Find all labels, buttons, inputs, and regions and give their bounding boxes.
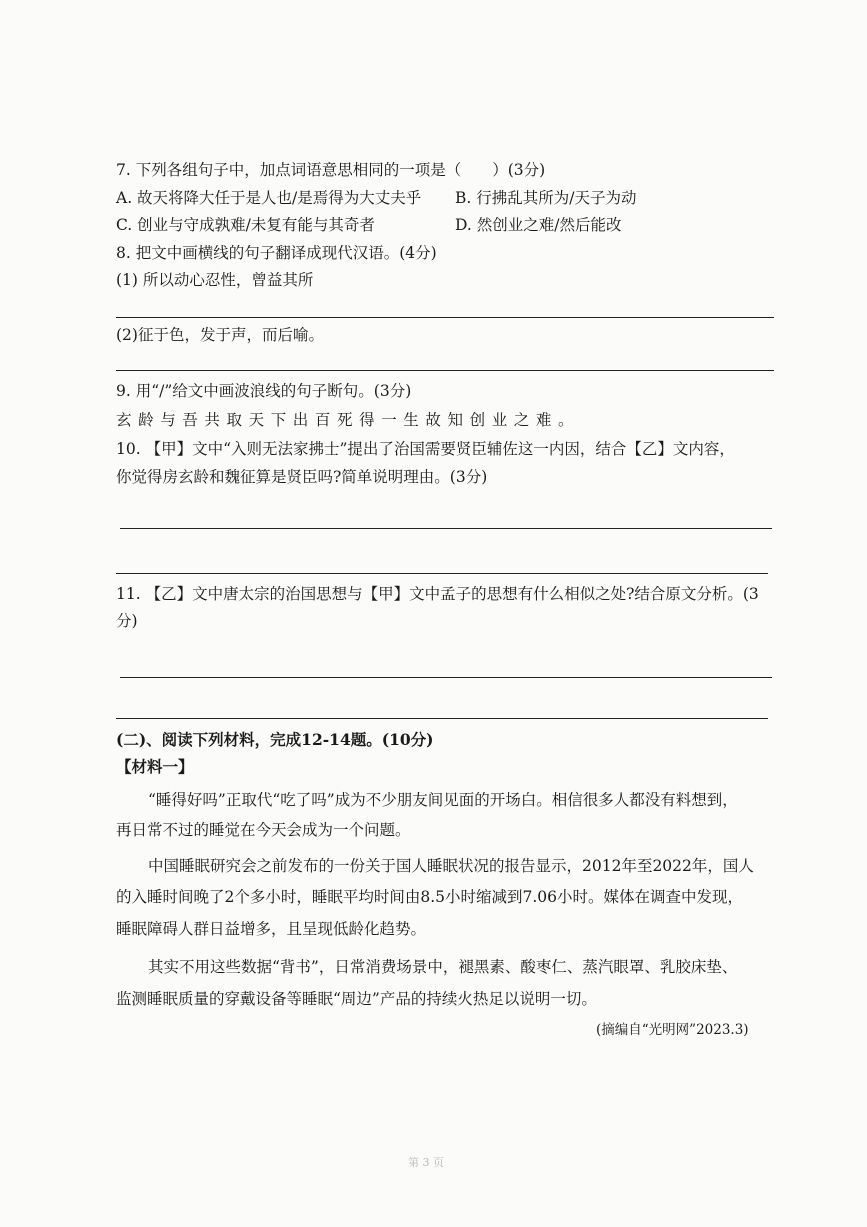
source-citation: (摘编自“光明网”2023.3) <box>596 1022 749 1038</box>
q8-stem: 8. 把文中画横线的句子翻译成现代汉语。(4分) <box>116 244 437 262</box>
material-paragraph-line: 监测睡眠质量的穿戴设备等睡眠“周边”产品的持续火热足以说明一切。 <box>116 990 597 1008</box>
material-paragraph-line: 中国睡眠研究会之前发布的一份关于国人睡眠状况的报告显示，2012年至2022年，国人 <box>148 857 754 875</box>
answer-line <box>116 317 774 318</box>
q10-line2: 你觉得房玄龄和魏征算是贤臣吗?简单说明理由。(3分) <box>116 468 488 486</box>
answer-line <box>116 718 768 719</box>
section-heading: (二)、阅读下列材料，完成12-14题。(10分) <box>116 730 434 749</box>
material-paragraph-line: 睡眠障碍人群日益增多，且呈现低龄化趋势。 <box>116 920 427 938</box>
q8-part1: (1) 所以动心忍性，曾益其所 <box>116 271 314 289</box>
q8-part2: (2)征于色，发于声，而后喻。 <box>116 326 324 344</box>
answer-line <box>116 370 774 371</box>
material-paragraph-line: “睡得好吗”正取代“吃了吗”成为不少朋友间见面的开场白。相信很多人都没有料想到， <box>148 791 738 809</box>
material-paragraph-line: 的入睡时间晚了2个多小时，睡眠平均时间由8.5小时缩减到7.06小时。媒体在调查中发现， <box>116 888 744 906</box>
q9-stem: 9. 用“/”给文中画波浪线的句子断句。(3分) <box>116 382 412 400</box>
q10-line1: 10. 【甲】文中“入则无法家拂士”提出了治国需要贤臣辅佐这一内因，结合【乙】文内容， <box>116 440 735 458</box>
q7-option-d: D. 然创业之难/然后能改 <box>455 216 622 234</box>
q7-option-a: A. 故天将降大任于是人也/是焉得为大丈夫乎 <box>116 189 422 207</box>
q11-line1: 11. 【乙】文中唐太宗的治国思想与【甲】文中孟子的思想有什么相似之处?结合原文分析。(3 <box>116 585 759 603</box>
answer-line <box>116 573 768 574</box>
material-label: 【材料一】 <box>116 757 194 776</box>
q7-stem: 7. 下列各组句子中，加点词语意思相同的一项是（ ）(3分) <box>116 161 546 179</box>
material-paragraph-line: 其实不用这些数据“背书”，日常消费场景中，褪黑素、酸枣仁、蒸汽眼罩、乳胶床垫、 <box>148 958 738 976</box>
material-paragraph-line: 再日常不过的睡觉在今天会成为一个问题。 <box>116 821 411 839</box>
answer-line <box>120 528 772 529</box>
answer-line <box>120 677 772 678</box>
q7-option-b: B. 行拂乱其所为/天子为动 <box>455 189 637 207</box>
q7-option-c: C. 创业与守成孰难/未复有能与其奇者 <box>116 216 375 234</box>
page-footer: 第 3 页 <box>408 1156 444 1169</box>
q9-text: 玄龄与吾共取天下出百死得一生故知创业之难。 <box>116 411 581 429</box>
q11-line2: 分) <box>116 612 138 630</box>
